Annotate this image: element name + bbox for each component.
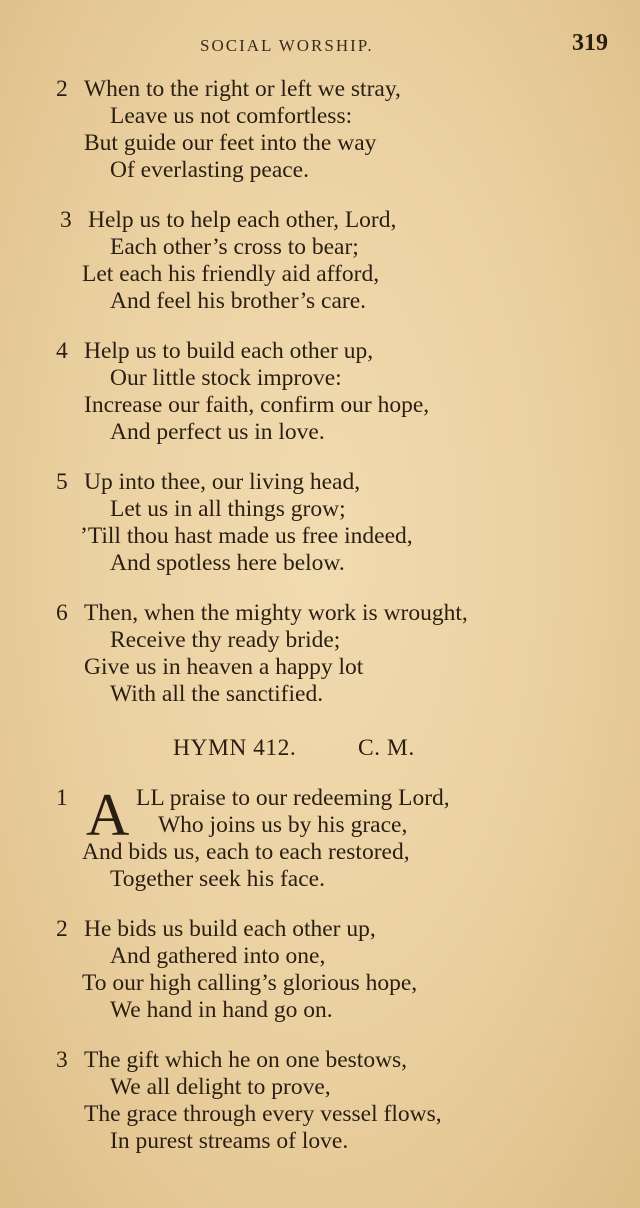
- verse-line: But guide our feet into the way: [84, 130, 377, 156]
- verse-line: And perfect us in love.: [110, 419, 325, 445]
- stanza-number: 6: [56, 600, 68, 626]
- verse-line: In purest streams of love.: [110, 1128, 349, 1154]
- verse-line: Give us in heaven a happy lot: [84, 654, 364, 680]
- stanza-number: 3: [60, 207, 72, 233]
- verse-line: Let each his friendly aid afford,: [82, 261, 380, 287]
- verse-line: Up into thee, our living head,: [84, 469, 361, 495]
- verse-line: LL praise to our redeeming Lord,: [136, 785, 450, 811]
- page-body: [0, 76, 640, 1178]
- verse-line: Each other’s cross to bear;: [110, 234, 359, 260]
- verse-line: Leave us not comfortless:: [110, 103, 353, 129]
- stanza-number: 5: [56, 469, 68, 495]
- hymn-number: HYMN 412.: [173, 735, 297, 761]
- stanza: [0, 469, 640, 577]
- verse-line: When to the right or left we stray,: [84, 76, 401, 102]
- verse-line: And bids us, each to each restored,: [82, 839, 410, 865]
- page-number: 319: [572, 30, 608, 56]
- stanza-number: 2: [56, 916, 68, 942]
- stanza-number: 4: [56, 338, 68, 364]
- verse-line: Increase our faith, confirm our hope,: [84, 392, 430, 418]
- running-head: SOCIAL WORSHIP.: [200, 36, 374, 55]
- verse-line: And spotless here below.: [110, 550, 345, 576]
- verse-line: Who joins us by his grace,: [158, 812, 408, 838]
- verse-line: Then, when the mighty work is wrought,: [84, 600, 468, 626]
- verse-line: Receive thy ready bride;: [110, 627, 341, 653]
- hymn-meter: C. M.: [358, 735, 415, 761]
- verse-line: We all delight to prove,: [110, 1074, 331, 1100]
- stanza-number: 1: [56, 785, 68, 811]
- stanza: [0, 207, 640, 315]
- drop-cap: A: [86, 782, 130, 848]
- page-header: [0, 28, 640, 62]
- verse-line: He bids us build each other up,: [84, 916, 376, 942]
- verse-line: Help us to help each other, Lord,: [88, 207, 397, 233]
- stanza: [0, 338, 640, 446]
- verse-line: Our little stock improve:: [110, 365, 342, 391]
- verse-line: Help us to build each other up,: [84, 338, 374, 364]
- verse-line: With all the sanctified.: [110, 681, 324, 707]
- verse-line: And feel his brother’s care.: [110, 288, 367, 314]
- stanza-number: 2: [56, 76, 68, 102]
- verse-line: Of everlasting peace.: [110, 157, 309, 183]
- verse-line: Let us in all things grow;: [110, 496, 346, 522]
- stanza: [0, 916, 640, 1024]
- stanza: [0, 1047, 640, 1155]
- verse-line: The grace through every vessel flows,: [84, 1101, 442, 1127]
- stanza-number: 3: [56, 1047, 68, 1073]
- verse-line: To our high calling’s glorious hope,: [82, 970, 418, 996]
- verse-line: The gift which he on one bestows,: [84, 1047, 408, 1073]
- verse-line: And gathered into one,: [110, 943, 326, 969]
- verse-line: We hand in hand go on.: [110, 997, 333, 1023]
- stanza: [0, 782, 640, 893]
- hymn-heading: [0, 731, 640, 765]
- verse-line: ’Till thou hast made us free indeed,: [80, 523, 413, 549]
- stanza: [0, 76, 640, 184]
- stanza: [0, 600, 640, 708]
- verse-line: Together seek his face.: [110, 866, 325, 892]
